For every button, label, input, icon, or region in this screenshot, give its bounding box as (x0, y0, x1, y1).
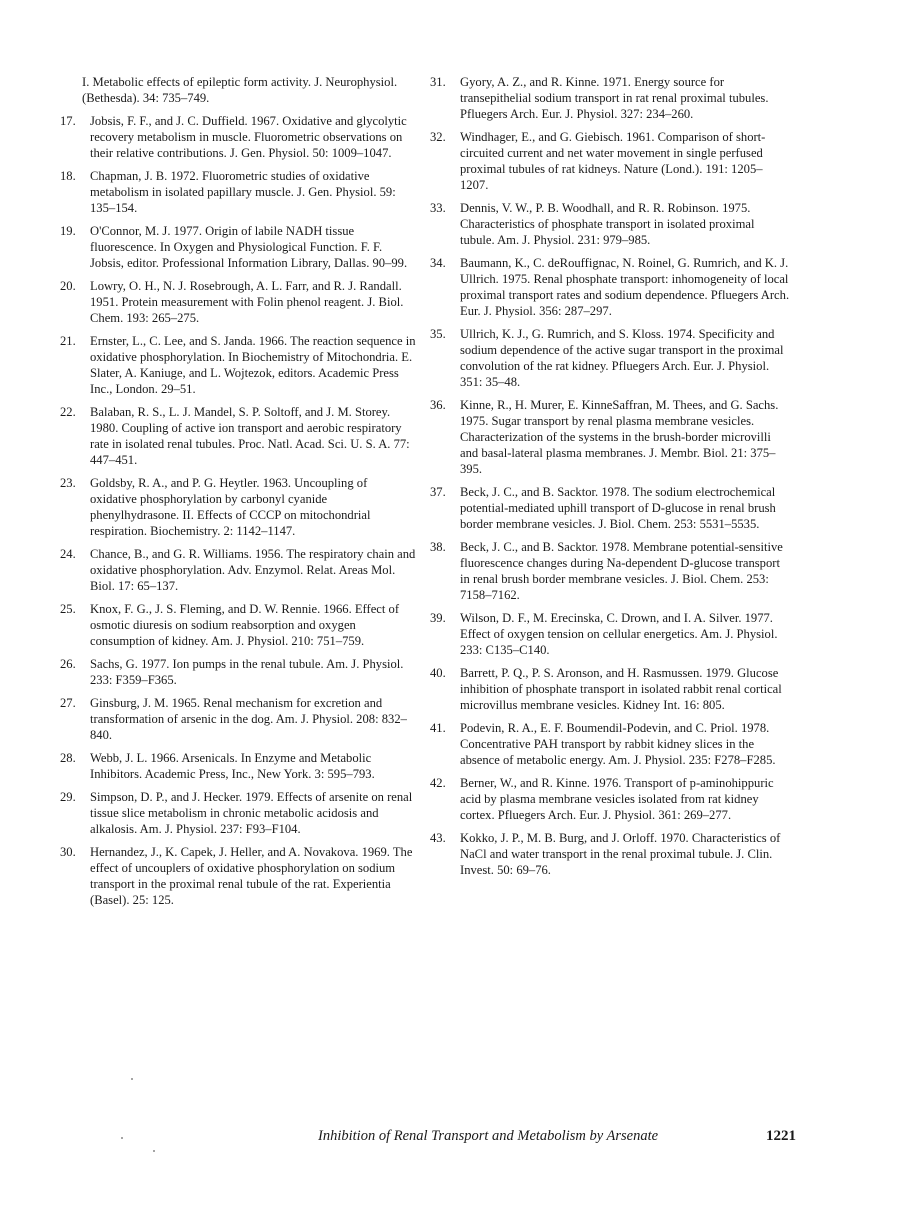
reference-number: 42. (430, 776, 446, 790)
scan-speck (131, 1078, 133, 1080)
reference-text: Wilson, D. F., M. Erecinska, C. Drown, and I. A. Silver. 1977. Effect of oxygen tension on cellular energetics. Am. J. Physiol. 233: C135–C140. (460, 611, 778, 657)
reference-item (60, 113, 416, 161)
reference-item (60, 74, 416, 106)
reference-item (60, 695, 416, 743)
reference-item (430, 397, 790, 477)
reference-text: Hernandez, J., K. Capek, J. Heller, and A. Novakova. 1969. The effect of uncouplers of oxidative phosphorylation on sodium transport in the proximal renal tubule of the rat. Experientia (Basel). 25: 125. (90, 845, 413, 907)
reference-number: 25. (60, 602, 76, 616)
reference-number: 18. (60, 169, 76, 183)
reference-text: I. Metabolic effects of epileptic form activity. J. Neurophysiol. (Bethesda). 34: 735–749. (82, 75, 398, 105)
reference-text: Beck, J. C., and B. Sacktor. 1978. Membrane potential-sensitive fluorescence changes during Na-dependent D-glucose transport in renal brush border membrane vesicles. J. Biol. Chem. 253: 7158–7162. (460, 540, 783, 602)
reference-text: O'Connor, M. J. 1977. Origin of labile NADH tissue fluorescence. In Oxygen and Physiological Function. F. F. Jobsis, editor. Professional Information Library, Dallas. 90–99. (90, 224, 408, 270)
reference-number: 37. (430, 485, 446, 499)
reference-item (430, 665, 790, 713)
reference-number: 40. (430, 666, 446, 680)
reference-item (60, 168, 416, 216)
reference-number (60, 74, 82, 106)
reference-number: 22. (60, 405, 76, 419)
scan-speck (121, 1137, 123, 1139)
reference-item (430, 200, 790, 248)
reference-item (430, 539, 790, 603)
reference-item (430, 720, 790, 768)
reference-text: Ginsburg, J. M. 1965. Renal mechanism for excretion and transformation of arsenic in the dog. Am. J. Physiol. 208: 832–840. (90, 696, 407, 742)
reference-text: Jobsis, F. F., and J. C. Duffield. 1967. Oxidative and glycolytic recovery metabolism in muscle. Fluorometric observations on their relative contributions. J. Gen. Physiol. 50: 1009–1047. (90, 114, 407, 160)
reference-number: 35. (430, 327, 446, 341)
reference-text: Ernster, L., C. Lee, and S. Janda. 1966. The reaction sequence in oxidative phosphorylation. In Biochemistry of Mitochondria. E. Slater, A. Kaniuge, and L. Wojtezok, editors. Academic Press Inc., London. 29–51. (90, 334, 416, 396)
reference-number: 31. (430, 75, 446, 89)
reference-item (430, 484, 790, 532)
running-title: Inhibition of Renal Transport and Metabolism by Arsenate (318, 1128, 659, 1144)
reference-text: Knox, F. G., J. S. Fleming, and D. W. Rennie. 1966. Effect of osmotic diuresis on sodium reabsorption and oxygen consumption of kidney. Am. J. Physiol. 210: 751–759. (90, 602, 400, 648)
reference-item (60, 750, 416, 782)
reference-text: Chapman, J. B. 1972. Fluorometric studies of oxidative metabolism in isolated papillary muscle. J. Gen. Physiol. 59: 135–154. (90, 169, 396, 215)
reference-text: Ullrich, K. J., G. Rumrich, and S. Kloss. 1974. Specificity and sodium dependence of the active sugar transport in the proximal convolution of the rat kidney. Pfluegers Arch. Eur. J. Physiol. 351: 35–48. (460, 327, 784, 389)
reference-text: Chance, B., and G. R. Williams. 1956. The respiratory chain and oxidative phosphorylation. Adv. Enzymol. Relat. Areas Mol. Biol. 17: 65–137. (90, 547, 416, 593)
reference-number: 23. (60, 476, 76, 490)
reference-text: Kinne, R., H. Murer, E. KinneSaffran, M. Thees, and G. Sachs. 1975. Sugar transport by renal plasma membrane vesicles. Characterization of the systems in the brush-border microvilli and basal-lateral plasma membranes. J. Membr. Biol. 21: 375–395. (460, 398, 779, 476)
reference-number: 32. (430, 130, 446, 144)
reference-item (60, 844, 416, 908)
reference-item (60, 404, 416, 468)
reference-number: 20. (60, 279, 76, 293)
reference-text: Sachs, G. 1977. Ion pumps in the renal tubule. Am. J. Physiol. 233: F359–F365. (90, 657, 404, 687)
reference-number: 24. (60, 547, 76, 561)
reference-item (60, 333, 416, 397)
reference-item (60, 223, 416, 271)
scan-speck (153, 1150, 155, 1152)
reference-number: 26. (60, 657, 76, 671)
reference-text: Beck, J. C., and B. Sacktor. 1978. The sodium electrochemical potential-mediated uphill transport of D-glucose in renal brush border membrane vesicles. J. Biol. Chem. 253: 5531–5535. (460, 485, 776, 531)
reference-item (430, 74, 790, 122)
reference-item (60, 601, 416, 649)
reference-number: 17. (60, 114, 76, 128)
reference-text: Goldsby, R. A., and P. G. Heytler. 1963. Uncoupling of oxidative phosphorylation by carbonyl cyanide phenylhydrasone. II. Effects of CCCP on mitochondrial respiration. Biochemistry. 2: 1142–1147. (90, 476, 371, 538)
reference-number: 30. (60, 845, 76, 859)
reference-item (430, 255, 790, 319)
reference-number: 27. (60, 696, 76, 710)
reference-item (430, 775, 790, 823)
reference-number: 28. (60, 751, 76, 765)
reference-text: Berner, W., and R. Kinne. 1976. Transport of p-aminohippuric acid by plasma membrane vesicles isolated from rat kidney cortex. Pfluegers Arch. Eur. J. Physiol. 361: 269–277. (460, 776, 774, 822)
reference-item (430, 129, 790, 193)
reference-text: Gyory, A. Z., and R. Kinne. 1971. Energy source for transepithelial sodium transport in rat renal proximal tubules. Pfluegers Arch. Eur. J. Physiol. 327: 234–260. (460, 75, 769, 121)
reference-number: 39. (430, 611, 446, 625)
reference-text: Lowry, O. H., N. J. Rosebrough, A. L. Farr, and R. J. Randall. 1951. Protein measurement with Folin phenol reagent. J. Biol. Chem. 193: 265–275. (90, 279, 404, 325)
reference-number: 41. (430, 721, 446, 735)
reference-text: Barrett, P. Q., P. S. Aronson, and H. Rasmussen. 1979. Glucose inhibition of phosphate transport in isolated rabbit renal cortical microvillus membrane vesicles. Kidney Int. 16: 805. (460, 666, 782, 712)
reference-list-right (430, 74, 790, 885)
reference-text: Kokko, J. P., M. B. Burg, and J. Orloff. 1970. Characteristics of NaCl and water transport in the renal proximal tubule. J. Clin. Invest. 50: 69–76. (460, 831, 781, 877)
reference-text: Webb, J. L. 1966. Arsenicals. In Enzyme and Metabolic Inhibitors. Academic Press, Inc., New York. 3: 595–793. (90, 751, 375, 781)
page-number: 1221 (766, 1128, 796, 1144)
reference-item (430, 326, 790, 390)
reference-item (60, 546, 416, 594)
reference-number: 36. (430, 398, 446, 412)
reference-text: Podevin, R. A., E. F. Boumendil-Podevin, and C. Priol. 1978. Concentrative PAH transport by rabbit kidney slices in the absence of metabolic energy. Am. J. Physiol. 235: F278–F285. (460, 721, 776, 767)
reference-number: 38. (430, 540, 446, 554)
reference-number: 29. (60, 790, 76, 804)
reference-item (60, 278, 416, 326)
reference-text: Windhager, E., and G. Giebisch. 1961. Comparison of short-circuited current and net water movement in single perfused proximal tubules of rat kidneys. Nature (Lond.). 191: 1205–1207. (460, 130, 766, 192)
reference-item (60, 475, 416, 539)
reference-item (430, 830, 790, 878)
reference-number: 43. (430, 831, 446, 845)
reference-number: 19. (60, 224, 76, 238)
reference-text: Dennis, V. W., P. B. Woodhall, and R. R. Robinson. 1975. Characteristics of phosphate transport in isolated proximal tubule. Am. J. Physiol. 231: 979–985. (460, 201, 755, 247)
reference-number: 21. (60, 334, 76, 348)
reference-number: 34. (430, 256, 446, 270)
reference-number: 33. (430, 201, 446, 215)
reference-text: Baumann, K., C. deRouffignac, N. Roinel, G. Rumrich, and K. J. Ullrich. 1975. Renal phosphate transport: inhomogeneity of local proximal transport rates and sodium dependence. Pfluegers Arch. Eur. J. Physiol. 356: 287–297. (460, 256, 790, 318)
reference-item (60, 656, 416, 688)
reference-item (430, 610, 790, 658)
reference-text: Balaban, R. S., L. J. Mandel, S. P. Soltoff, and J. M. Storey. 1980. Coupling of active ion transport and aerobic respiratory rate in isolated renal tubules. Proc. Natl. Acad. Sci. U. S. A. 77: 447–451. (90, 405, 410, 467)
reference-item (60, 789, 416, 837)
reference-text: Simpson, D. P., and J. Hecker. 1979. Effects of arsenite on renal tissue slice metabolism in chronic metabolic acidosis and alkalosis. Am. J. Physiol. 237: F93–F104. (90, 790, 413, 836)
page-footer (318, 1128, 796, 1145)
reference-list-left (60, 74, 416, 915)
